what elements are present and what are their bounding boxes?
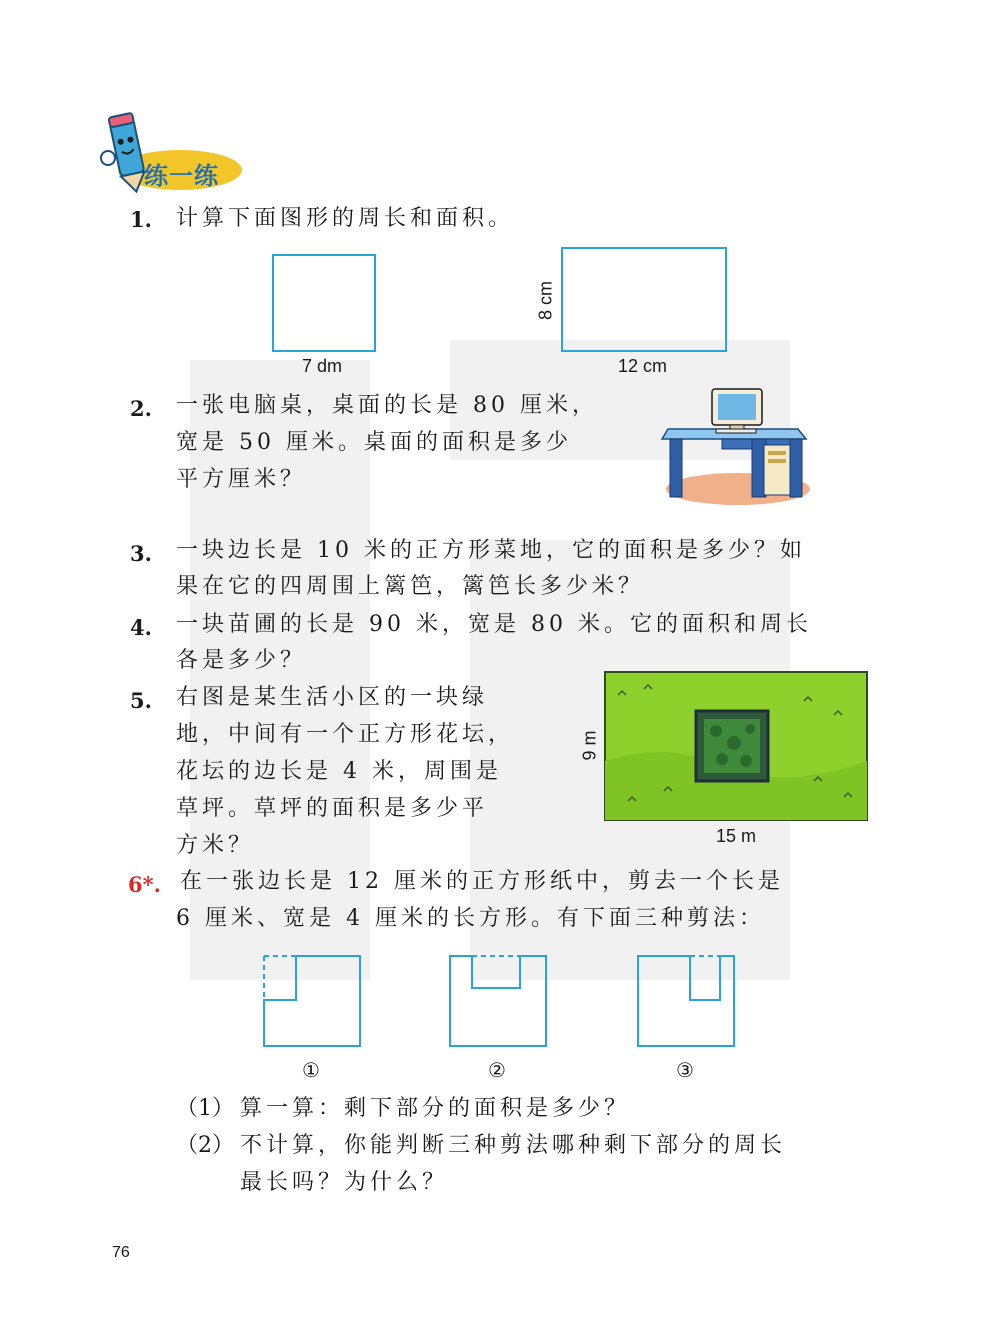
green-space-height-label: 9 m (579, 730, 600, 761)
question-4-number: 4. (130, 615, 152, 640)
question-2-line-2: 宽是 50 厘米。桌面的面积是多少 (176, 430, 572, 455)
rectangle-height-label: 8 cm (535, 281, 556, 321)
section-heading (100, 112, 245, 194)
page-number: 76 (112, 1244, 130, 1261)
question-4-line-2: 各是多少？ (176, 648, 307, 673)
green-space-illustration (604, 671, 868, 821)
question-5-number: 5. (130, 688, 152, 713)
question-3-line-2: 果在它的四周围上篱笆，篱笆长多少米？ (176, 574, 645, 599)
heading-label: 练一练 (144, 162, 219, 190)
question-4-line-1: 一块苗圃的长是 90 米，宽是 80 米。它的面积和周长 (176, 612, 812, 637)
question-2-number: 2. (130, 396, 152, 421)
green-space-width-label: 15 m (716, 826, 757, 846)
subquestion-2-line-1: 不计算，你能判断三种剪法哪种剩下部分的周长 (240, 1133, 787, 1158)
question-2-line-1: 一张电脑桌，桌面的长是 80 厘米， (176, 393, 598, 418)
cut-method-2-figure (448, 954, 548, 1048)
question-2-line-3: 平方厘米？ (176, 467, 307, 492)
square-side-label: 7 dm (302, 356, 343, 376)
question-5-line-1: 右图是某生活小区的一块绿 (176, 685, 489, 710)
question-5-line-2: 地，中间有一个正方形花坛， (176, 722, 515, 747)
cut-method-2-label: ② (488, 1058, 506, 1082)
rectangle-figure (561, 247, 727, 352)
cut-method-3-figure (636, 954, 736, 1048)
subquestion-1-number: （1） (176, 1096, 234, 1121)
subquestion-2-line-2: 最长吗？为什么？ (240, 1170, 449, 1195)
subquestion-1-text: 算一算：剩下部分的面积是多少？ (240, 1096, 631, 1121)
question-5-line-3: 花坛的边长是 4 米，周围是 (176, 759, 502, 784)
question-6-number: 6*. (128, 872, 161, 897)
question-6-line-2: 6 厘米、宽是 4 厘米的长方形。有下面三种剪法： (176, 906, 765, 931)
square-figure (272, 254, 376, 352)
question-6-line-1: 在一张边长是 12 厘米的正方形纸中，剪去一个长是 (180, 869, 784, 894)
subquestion-2-number: （2） (176, 1133, 234, 1158)
cut-method-3-label: ③ (676, 1058, 694, 1082)
question-1-number: 1. (130, 207, 152, 232)
computer-desk-illustration (660, 385, 810, 505)
question-3-number: 3. (130, 541, 152, 566)
cut-method-1-label: ① (302, 1058, 320, 1082)
question-5-line-5: 方米？ (176, 833, 255, 858)
question-3-line-1: 一块边长是 10 米的正方形菜地，它的面积是多少？如 (176, 538, 806, 563)
rectangle-width-label: 12 cm (618, 356, 668, 376)
cut-method-1-figure (262, 954, 362, 1048)
question-1-text: 计算下面图形的周长和面积。 (176, 206, 515, 231)
question-5-line-4: 草坪。草坪的面积是多少平 (176, 796, 489, 821)
